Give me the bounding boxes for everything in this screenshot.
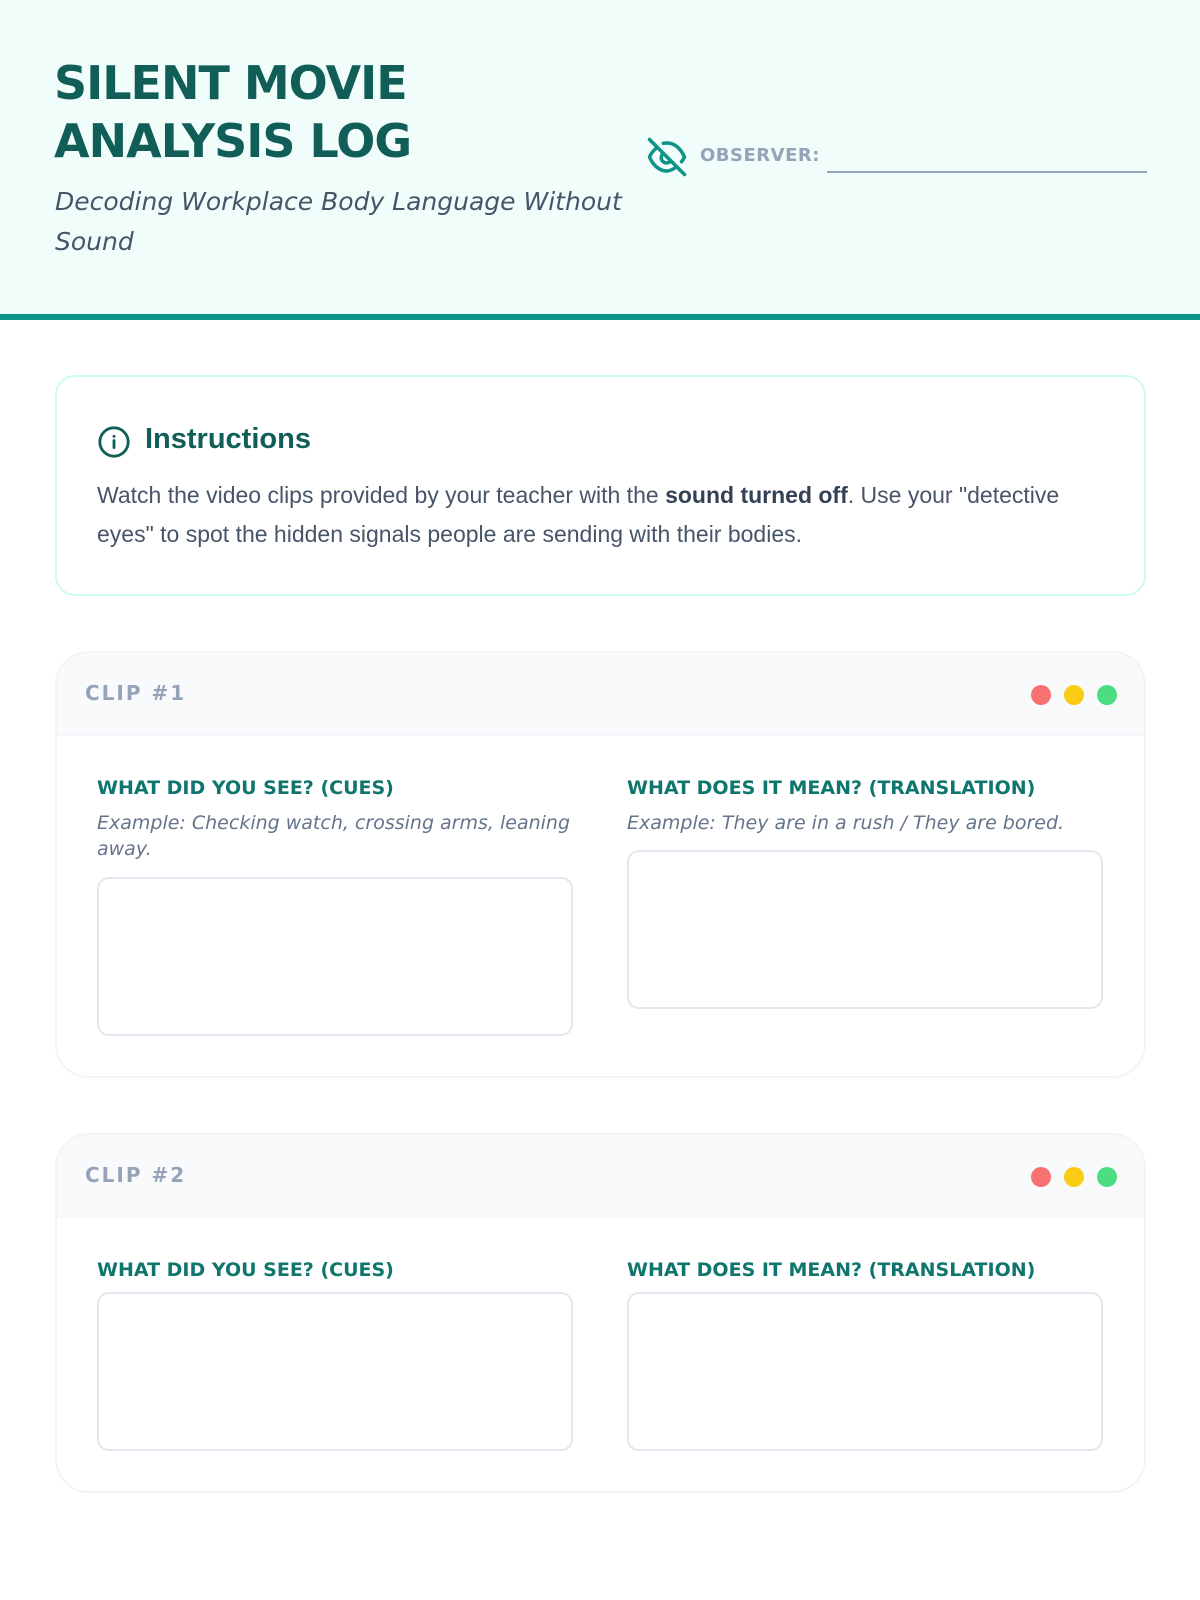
info-icon: [97, 425, 131, 459]
yellow-dot-icon: [1064, 685, 1084, 705]
instructions-text-end: . Use your "detective eyes" to spot the hidden signals people are sending with their bodies.: [97, 482, 1060, 547]
observer-label: OBSERVER:: [700, 145, 820, 166]
meaning-answer-box[interactable]: [627, 850, 1103, 1009]
meaning-answer-box[interactable]: [627, 1292, 1103, 1451]
yellow-dot-icon: [1064, 1167, 1084, 1187]
clip-label: CLIP #1: [85, 681, 187, 705]
meaning-example: Example: They are in a rush / They are bored.: [627, 812, 1065, 834]
instructions-emphasis: sound turned off: [665, 482, 848, 508]
instructions-body: [97, 476, 1107, 554]
red-dot-icon: [1031, 1167, 1051, 1187]
cues-answer-box[interactable]: [97, 877, 573, 1036]
red-dot-icon: [1031, 685, 1051, 705]
header: [0, 0, 1200, 320]
clip-card-1: [55, 651, 1146, 1078]
cues-label: WHAT DID YOU SEE? (CUES): [97, 777, 394, 799]
meaning-label: WHAT DOES IT MEAN? (TRANSLATION): [627, 1259, 1036, 1281]
clip-header: [57, 653, 1144, 736]
page-subtitle: Decoding Workplace Body Language Without Sound: [55, 187, 622, 256]
clip-label: CLIP #2: [85, 1163, 187, 1187]
cues-label: WHAT DID YOU SEE? (CUES): [97, 1259, 394, 1281]
page-title: SILENT MOVIE ANALYSIS LOG: [54, 56, 412, 168]
green-dot-icon: [1097, 1167, 1117, 1187]
eye-off-icon: [646, 136, 688, 178]
instructions-panel: [55, 375, 1146, 596]
clip-header: [57, 1135, 1144, 1218]
observer-name-field[interactable]: [827, 171, 1147, 173]
cues-example: Example: Checking watch, crossing arms, leaning away.: [97, 812, 571, 860]
green-dot-icon: [1097, 685, 1117, 705]
instructions-title: Instructions: [145, 423, 311, 455]
cues-answer-box[interactable]: [97, 1292, 573, 1451]
meaning-label: WHAT DOES IT MEAN? (TRANSLATION): [627, 777, 1036, 799]
clip-card-2: [55, 1133, 1146, 1493]
instructions-text-start: Watch the video clips provided by your teacher with the: [97, 482, 666, 508]
